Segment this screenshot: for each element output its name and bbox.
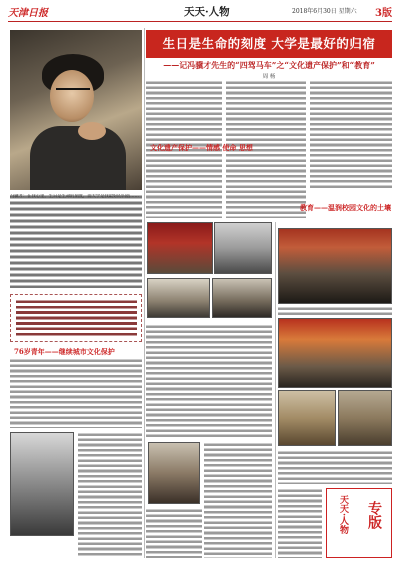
body-column-5 (78, 432, 142, 558)
photo-book-event (147, 222, 213, 274)
section-tag (326, 488, 392, 558)
section-head-education: 教育——温润校园文化的土壤 (300, 203, 391, 212)
article-byline: 周 杨 (262, 74, 276, 80)
photo-lecture (278, 228, 392, 304)
newspaper-name: 天津日报 (8, 8, 48, 19)
issue-date: 2018年6月30日 星期六 (292, 8, 357, 15)
photo-meeting (147, 278, 210, 318)
photo-portrait (148, 442, 200, 504)
hero-caption: 冯骥才：在我心里，生日是生命的刻度，而大学是我最好的归宿…… (10, 194, 142, 288)
body-column-9 (278, 450, 392, 484)
page-number: 3版 (375, 8, 392, 19)
masthead (8, 4, 392, 22)
article-headline: 生日是生命的刻度 大学是最好的归宿 (146, 30, 392, 58)
section-head-youth: 76岁青年——继续城市文化保护 (14, 347, 115, 356)
photo-artwork-2 (338, 390, 392, 446)
body-column-6 (146, 324, 272, 438)
body-column-4 (10, 358, 142, 428)
section-head-heritage: 文化遗产保护——情感 使命 思想 (150, 143, 253, 152)
photo-banner-event (278, 318, 392, 388)
body-column-10 (278, 488, 322, 558)
body-column-8 (146, 508, 202, 558)
body-column-7 (204, 442, 272, 558)
article-subheadline: ——记冯骥才先生的“四驾马车”之“文化遗产保护”和“教育” (163, 60, 375, 70)
lecture-caption (278, 306, 392, 316)
photo-building (10, 432, 74, 536)
section-tag-label: 天天·人物 (338, 495, 348, 535)
body-column-3 (310, 80, 392, 190)
photo-group (212, 278, 272, 318)
hero-portrait-photo (10, 30, 142, 190)
section-title: 天天·人物 (184, 6, 230, 18)
photo-artwork-1 (278, 390, 336, 446)
section-tag-title: 专版 (366, 501, 382, 529)
photo-calligraphy (214, 222, 272, 274)
pull-quote (10, 294, 142, 342)
